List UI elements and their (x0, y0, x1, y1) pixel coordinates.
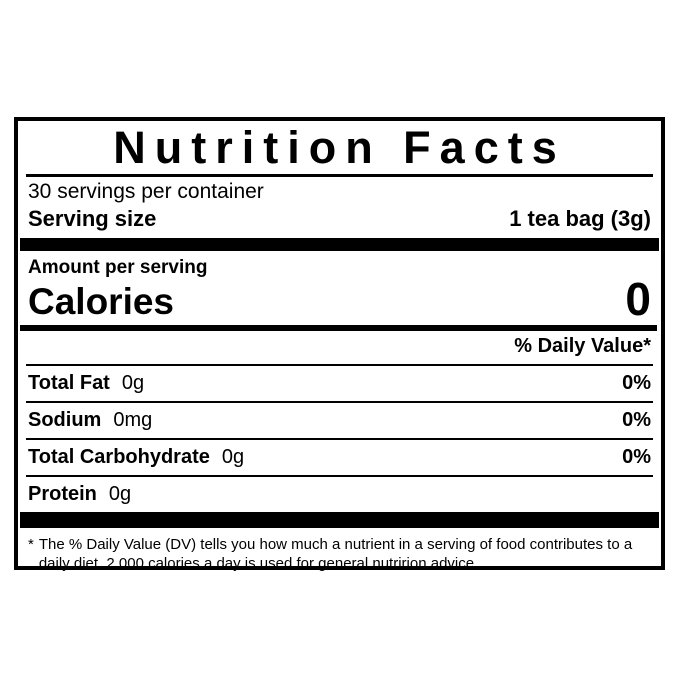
nutrition-facts-label (14, 117, 665, 573)
nutrient-name: Sodium (28, 409, 102, 432)
nutrient-name-amount (28, 446, 244, 469)
nutrient-daily-value: 0% (622, 372, 651, 395)
amount-per-serving-label: Amount per serving (28, 256, 208, 278)
footnote-text: The % Daily Value (DV) tells you how much a nutrient in a serving of food contributes to a daily diet. 2,000 calories a day is used for general nutririon advice. (38, 536, 633, 573)
nutrient-row-sodium (26, 401, 653, 438)
nutrient-amount: 0g (108, 483, 132, 506)
label-title: Nutrition Facts (113, 122, 566, 173)
footnote (26, 528, 653, 573)
nutrient-row-total-carbohydrate (26, 438, 653, 475)
nutrient-row-protein (26, 475, 653, 512)
thick-bar-top (20, 238, 659, 251)
nutrient-amount: 0g (121, 372, 145, 395)
nutrient-name-amount (28, 372, 144, 395)
nutrient-name: Protein (28, 483, 97, 506)
nutrient-amount: 0g (221, 446, 245, 469)
calories-label: Calories (28, 281, 175, 323)
thick-bar-bottom (20, 512, 659, 528)
serving-size-label: Serving size (28, 205, 157, 231)
nutrient-daily-value: 0% (622, 446, 651, 469)
nutrient-name-amount (28, 483, 131, 506)
servings-per-container: 30 servings per container (28, 179, 264, 203)
nutrient-name: Total Carbohydrate (28, 446, 210, 469)
nutrient-amount: 0mg (113, 409, 153, 432)
footnote-asterisk: * (28, 536, 34, 554)
calories-value: 0 (625, 273, 651, 326)
serving-size-row (26, 203, 653, 238)
nutrient-name: Total Fat (28, 372, 110, 395)
calories-row (26, 273, 653, 326)
nutrient-name-amount (28, 409, 152, 432)
serving-size-value: 1 tea bag (3g) (509, 205, 651, 231)
daily-value-header: % Daily Value* (514, 335, 651, 358)
nutrient-daily-value: 0% (622, 409, 651, 432)
nutrient-row-total-fat (26, 364, 653, 401)
